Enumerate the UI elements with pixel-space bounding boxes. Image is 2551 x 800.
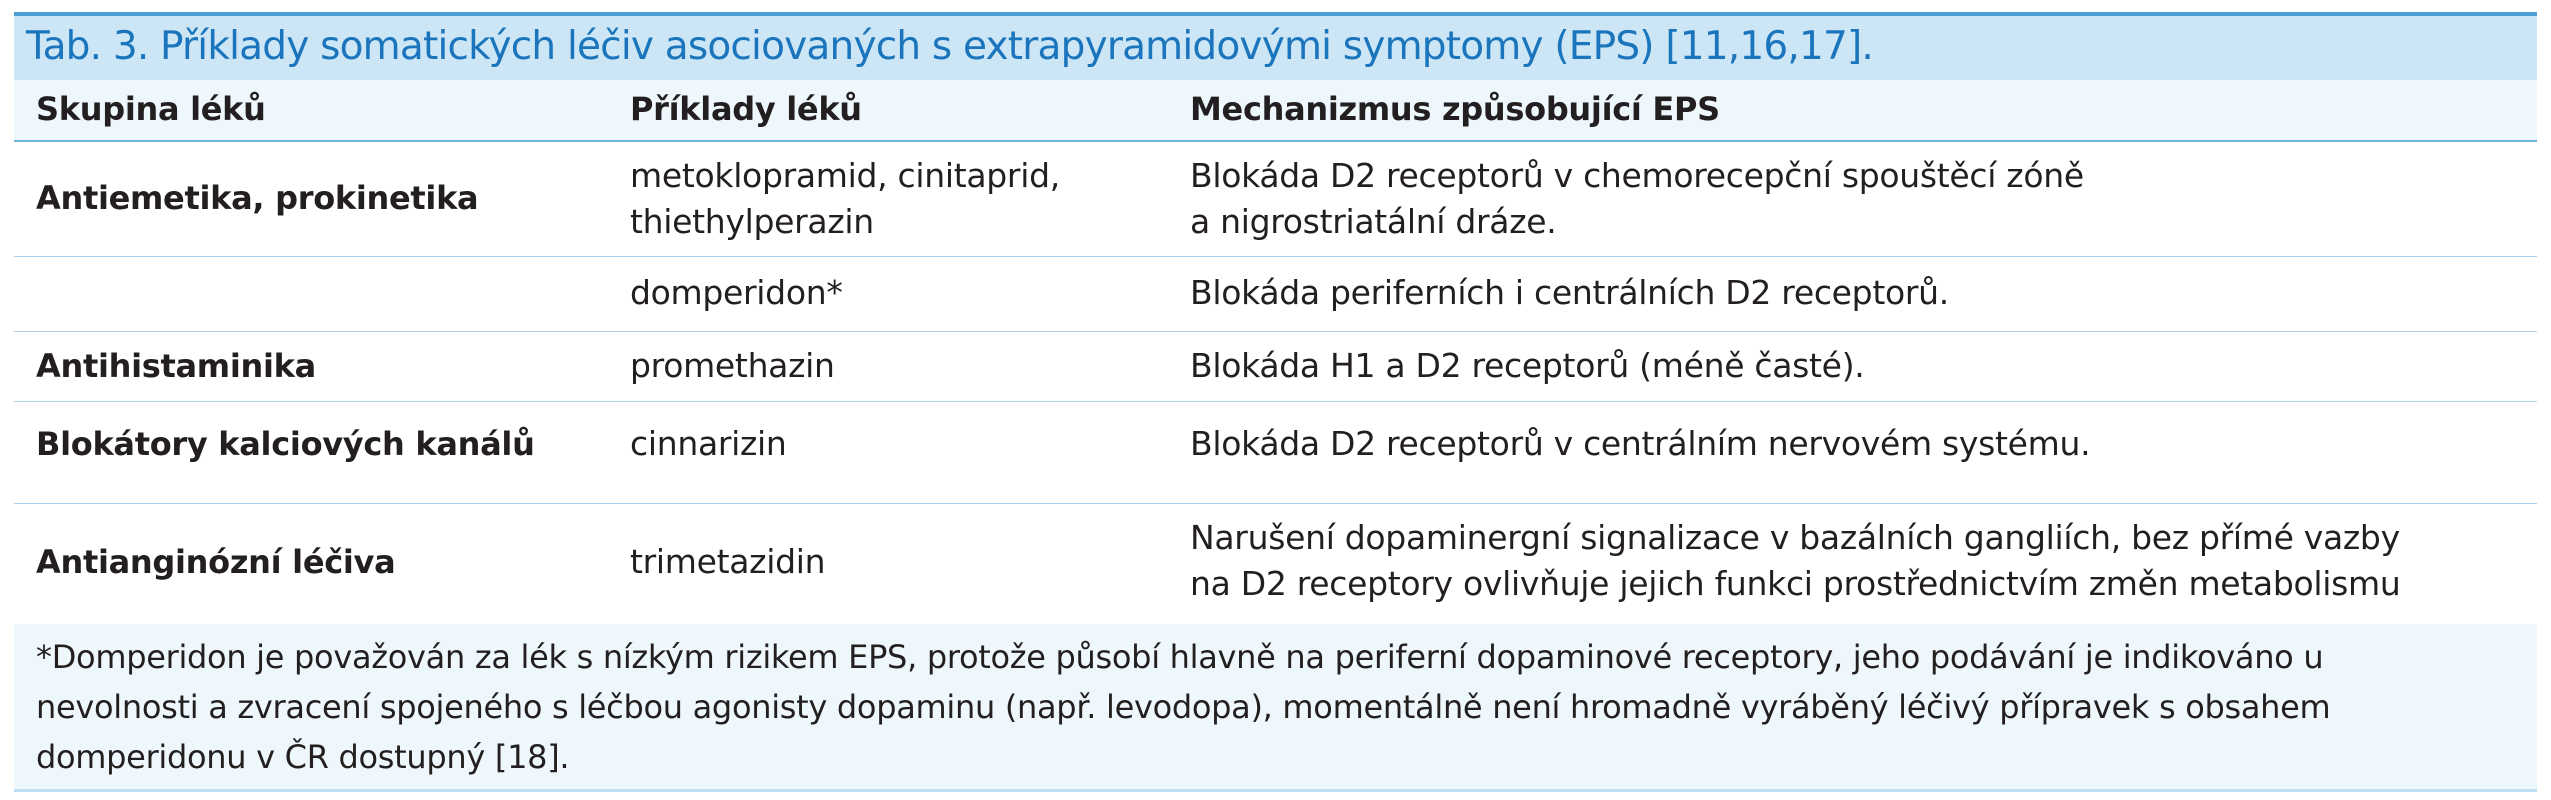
table-row <box>14 142 2537 257</box>
drug-example-line: promethazin <box>630 346 835 385</box>
table-row <box>14 257 2537 332</box>
drug-example-line: trimetazidin <box>630 542 826 581</box>
table-title: Tab. 3. Příklady somatických léčiv asociovaných s extrapyramidovými symptomy (EPS) [11,16,17]. <box>26 24 1874 69</box>
drug-example-line: thiethylperazin <box>630 202 874 241</box>
drug-example-line: metoklopramid, cinitaprid, <box>630 156 1060 195</box>
mechanism-line: Narušení dopaminergní signalizace v bazálních gangliích, bez přímé vazby <box>1190 518 2400 557</box>
drug-table <box>14 12 2537 792</box>
table-title-bar <box>14 12 2537 80</box>
header-mechanism: Mechanizmus způsobující EPS <box>1190 90 1720 128</box>
drug-group-cell: Antianginózní léčiva <box>36 543 396 581</box>
mechanism-line: na D2 receptory ovlivňuje jejich funkci prostřednictvím změn metabolismu <box>1190 564 2401 603</box>
drug-group-cell: Antihistaminika <box>36 347 316 385</box>
mechanism-line: Blokáda D2 receptorů v chemorecepční spouštěcí zóně <box>1190 156 2084 195</box>
table-header-row <box>14 80 2537 142</box>
table-row <box>14 332 2537 402</box>
drug-example-line: domperidon* <box>630 273 843 312</box>
mechanism-line: a nigrostriatální dráze. <box>1190 202 1557 241</box>
table-row <box>14 402 2537 504</box>
header-drug-examples: Příklady léků <box>630 90 862 128</box>
header-drug-group: Skupina léků <box>36 90 266 128</box>
drug-group-cell: Antiemetika, prokinetika <box>36 179 479 217</box>
mechanism-line: Blokáda D2 receptorů v centrálním nervovém systému. <box>1190 424 2091 463</box>
drug-group-cell: Blokátory kalciových kanálů <box>36 425 535 463</box>
table-footnote <box>14 624 2537 789</box>
mechanism-line: Blokáda H1 a D2 receptorů (méně časté). <box>1190 346 1865 385</box>
drug-example-line: cinnarizin <box>630 424 787 463</box>
table-row <box>14 504 2537 624</box>
mechanism-line: Blokáda periferních i centrálních D2 receptorů. <box>1190 273 1949 312</box>
footnote-text: *Domperidon je považován za lék s nízkým rizikem EPS, protože působí hlavně na periferní dopaminové receptory, jeho podávání je indikováno u nevolnosti a zvracení spojeného s léčbou agonisty dopaminu (např. levodopa), momentálně není hromadně vyráběný léčivý přípravek s obsahem domperidonu v ČR dostupný [18]. <box>36 638 2331 776</box>
